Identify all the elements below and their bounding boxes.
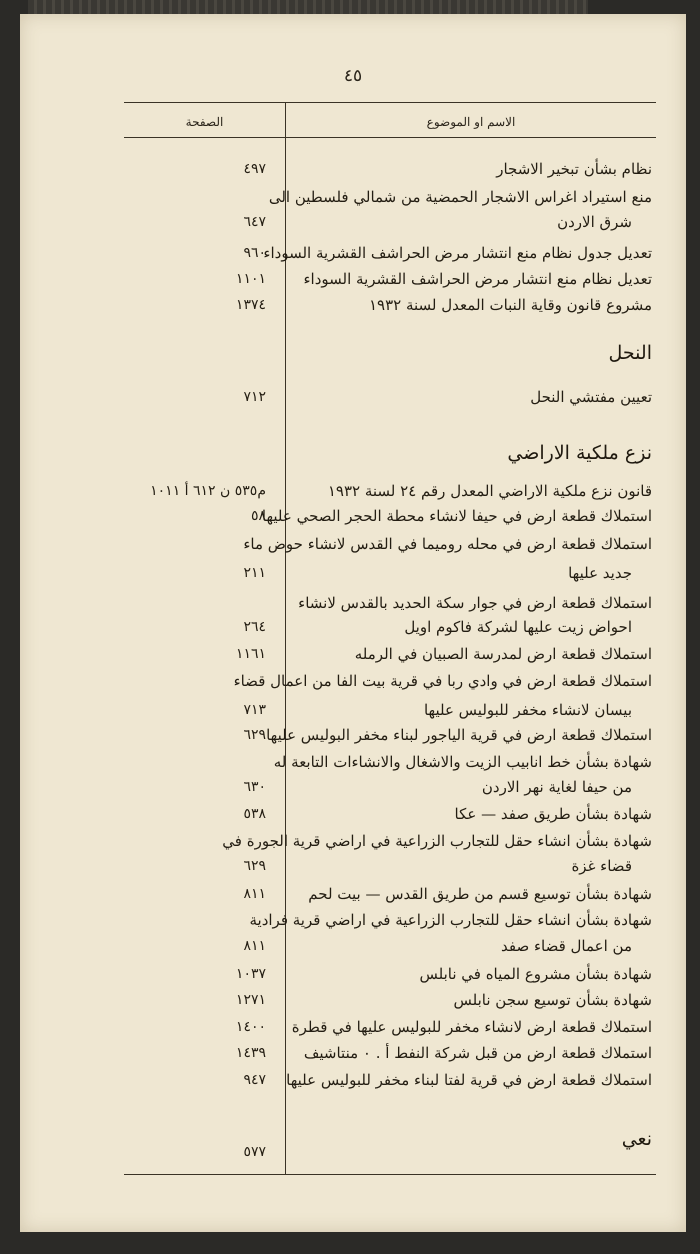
- entry-subject: منع استيراد اغراس الاشجار الحمضية من شمالي فلسطين الى: [268, 188, 652, 206]
- entry-subject: مشروع قانون وقاية النبات المعدل لسنة ١٩٣٢: [368, 296, 652, 314]
- index-entry: [20, 156, 686, 182]
- index-entry: [20, 503, 686, 529]
- section-heading-row: [20, 438, 686, 464]
- index-entry: [20, 560, 686, 586]
- section-heading: نعي: [621, 1128, 652, 1150]
- index-entry: [20, 1014, 686, 1040]
- entry-subject: من حيفا لغاية نهر الاردن: [481, 778, 632, 796]
- entry-subject: استملاك قطعة ارض لانشاء مخفر للبوليس عليها في قطرة: [291, 1018, 652, 1036]
- section-heading: النحل: [608, 342, 652, 364]
- page-ref: ٥٨: [250, 508, 266, 524]
- section-heading-row: [20, 338, 686, 364]
- index-entry: [20, 184, 686, 210]
- page-ref: ١١٦١: [235, 646, 266, 662]
- entry-subject: من اعمال قضاء صفد: [500, 937, 632, 955]
- header-bottom-rule: [124, 137, 656, 138]
- index-entry: [20, 1067, 686, 1093]
- index-entry: [20, 531, 686, 557]
- page-ref: ٤٩٧: [243, 161, 266, 177]
- entry-subject: قضاء غزة: [571, 857, 632, 875]
- section-heading: نزع ملكية الاراضي: [507, 442, 652, 464]
- entry-subject: استملاك قطعة ارض في قرية لفتا لبناء مخفر للبوليس عليها: [286, 1071, 652, 1089]
- index-entry: [20, 384, 686, 410]
- page-number: ٤٥: [343, 66, 363, 86]
- index-entry: [20, 266, 686, 292]
- index-entry: [20, 933, 686, 959]
- entry-subject: تعديل نظام منع انتشار مرض الحراشف القشرية السوداء: [303, 270, 652, 288]
- entry-subject: شهادة بشأن انشاء حقل للتجارب الزراعية في اراضي قرية فرادية: [249, 911, 652, 929]
- index-entry: [20, 590, 686, 616]
- index-entry: [20, 697, 686, 723]
- entry-subject: استملاك قطعة ارض في محله روميما في القدس لانشاء حوض ماء: [243, 535, 652, 553]
- index-entry: [20, 209, 686, 235]
- entry-subject: بيسان لانشاء مخفر للبوليس عليها: [423, 701, 632, 719]
- entry-subject: شرق الاردن: [557, 213, 632, 231]
- page-ref: ١٤٣٩: [235, 1045, 266, 1061]
- page-ref: ٢٦٤: [243, 619, 266, 635]
- entry-subject: نظام بشأن تبخير الاشجار: [496, 160, 652, 178]
- entry-subject: شهادة بشأن توسيع قسم من طريق القدس — بيت لحم: [308, 885, 652, 903]
- page-ref: ١٠٣٧: [235, 966, 266, 982]
- page-ref: ٦٣٠: [243, 779, 266, 795]
- page-ref: ٢١١: [243, 565, 266, 581]
- index-entry: [20, 641, 686, 667]
- entry-subject: تعديل جدول نظام منع انتشار مرض الحراشف القشرية السوداء: [263, 244, 652, 262]
- entry-subject: استملاك قطعة ارض لمدرسة الصبيان في الرمله: [354, 645, 652, 663]
- index-entry: [20, 907, 686, 933]
- index-entry: [20, 292, 686, 318]
- index-entry: [20, 828, 686, 854]
- entry-subject: استملاك قطعة ارض في وادي ربا في قرية بيت الفا من اعمال قضاء: [233, 672, 652, 690]
- document-page: [20, 14, 686, 1232]
- header-top-rule: [124, 102, 656, 103]
- entry-subject: استملاك قطعة ارض في جوار سكة الحديد بالقدس لانشاء: [298, 594, 652, 612]
- entry-subject: احواض زيت عليها لشركة فاكوم اويل: [404, 618, 632, 636]
- index-entry: [20, 961, 686, 987]
- entry-subject: شهادة بشأن انشاء حقل للتجارب الزراعية في اراضي قرية الجورة في: [222, 832, 652, 850]
- page-ref: ١١٠١: [235, 271, 266, 287]
- page-ref: ٩٤٧: [243, 1072, 266, 1088]
- entry-subject: استملاك قطعة ارض في حيفا لانشاء محطة الحجر الصحي عليها: [261, 507, 652, 525]
- trailing-row: [20, 1139, 686, 1165]
- page-ref: م٥٣٥ ن ٦١٢ أ ١٠١١: [150, 483, 266, 499]
- page-ref: ٦٢٩: [243, 727, 266, 743]
- entry-subject: شهادة بشأن مشروع المياه في نابلس: [419, 965, 652, 983]
- entry-subject: استملاك قطعة ارض من قبل شركة النفط أ . ٠ منتاشيف: [303, 1044, 652, 1062]
- index-entry: [20, 722, 686, 748]
- page-ref: ٨١١: [243, 938, 266, 954]
- index-entry: [20, 478, 686, 504]
- entry-subject: جديد عليها: [568, 564, 632, 582]
- subject-column-header: الاسم او الموضوع: [426, 115, 516, 129]
- page-ref: ١٤٠٠: [235, 1019, 266, 1035]
- index-entry: [20, 881, 686, 907]
- index-entry: [20, 668, 686, 694]
- entry-subject: شهادة بشأن خط انابيب الزيت والاشغال والانشاءات التابعة له: [273, 753, 652, 771]
- index-entry: [20, 1040, 686, 1066]
- page-ref: ٦٢٩: [243, 858, 266, 874]
- page-ref: ٨١١: [243, 886, 266, 902]
- index-entry: [20, 774, 686, 800]
- entry-subject: شهادة بشأن طريق صفد — عكا: [454, 805, 652, 823]
- page-ref: ٧١٣: [243, 702, 266, 718]
- index-entry: [20, 749, 686, 775]
- page-ref: ٥٣٨: [243, 806, 266, 822]
- table-bottom-rule: [124, 1174, 656, 1175]
- page-column-header: الصفحة: [185, 115, 224, 129]
- page-ref: ١٢٧١: [235, 992, 266, 1008]
- index-entry: [20, 853, 686, 879]
- index-entry: [20, 240, 686, 266]
- index-entry: [20, 801, 686, 827]
- entry-subject: شهادة بشأن توسيع سجن نابلس: [453, 991, 652, 1009]
- entry-subject: قانون نزع ملكية الاراضي المعدل رقم ٢٤ لسنة ١٩٣٢: [327, 482, 652, 500]
- entry-subject: تعيين مفتشي النحل: [530, 388, 652, 406]
- entry-subject: استملاك قطعة ارض في قرية الياجور لبناء مخفر البوليس عليها: [266, 726, 652, 744]
- page-ref: ٧١٢: [243, 389, 266, 405]
- page-ref: ٥٧٧: [243, 1144, 266, 1160]
- index-entry: [20, 614, 686, 640]
- page-ref: ٦٤٧: [243, 214, 266, 230]
- page-ref: ١٣٧٤: [235, 297, 266, 313]
- index-entry: [20, 987, 686, 1013]
- page-ref: ٩٦٠: [243, 245, 266, 261]
